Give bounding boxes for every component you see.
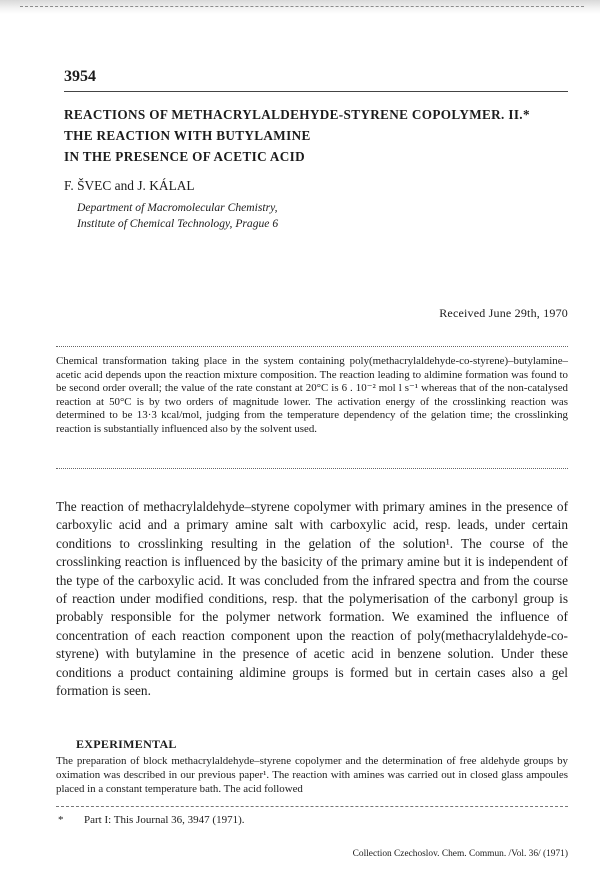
experimental-paragraph: The preparation of block methacrylaldehyde–styrene copolymer and the determination of free aldehyde groups by oximation was described in our previous paper¹. The reaction with amines was carried out in closed glass ampoules placed in a constant temperature bath. The acid followed <box>56 755 568 795</box>
abstract: Chemical transformation taking place in the system containing poly(methacrylaldehyde-co-styrene)–butylamine–acetic acid depends upon the reaction mixture composition. The reaction leading to aldimine formation was found to be second order overall; the value of the rate constant at 20°C is 6 . 10⁻² mol l s⁻¹ whereas that of the non-catalysed reaction at 50°C is by two orders of magnitude lower. The activation energy of the crosslinking reaction was determined to be 13·3 kcal/mol, judging from the temperature dependency of the gelation time; the crosslinking reaction is substantially influenced also by the solvent used. <box>56 355 568 435</box>
footnote-rule <box>56 806 568 807</box>
abstract-top-rule <box>56 346 568 347</box>
footnote-text: Part I: This Journal 36, 3947 (1971). <box>84 814 245 826</box>
journal-footer: Collection Czechoslov. Chem. Commun. /Vol. 36/ (1971) <box>352 849 568 859</box>
abstract-bottom-rule <box>56 468 568 469</box>
page-number: 3954 <box>64 68 96 85</box>
scan-edge <box>0 0 600 14</box>
header-rule <box>64 91 568 92</box>
body-paragraph: The reaction of methacrylaldehyde–styrene copolymer with primary amines in the presence of carboxylic acid and a primary amine salt with carboxylic acid, resp. leads, under certain conditions to crosslinking resulting in the gelation of the solution¹. The course of the crosslinking reaction is influenced by the basicity of the primary amine but it is independent of the type of the carboxylic acid. It was concluded from the infrared spectra and from the course of reaction under modified conditions, resp. that the polymerisation of the carbonyl group is probably responsible for the polymer network formation. We examined the influence of concentration of each reaction component upon the reaction of poly(methacrylaldehyde-co-styrene) with butylamine in the presence of acetic acid in benzene solution. Under these conditions a product containing aldimine groups is formed but in certain cases also a gel formation is seen. <box>56 499 568 699</box>
affiliation-line: Department of Macromolecular Chemistry, <box>77 201 278 214</box>
footnote-marker: * <box>58 814 64 826</box>
title-line: THE REACTION WITH BUTYLAMINE <box>64 128 311 143</box>
title-line: REACTIONS OF METHACRYLALDEHYDE-STYRENE COPOLYMER. II.* <box>64 107 530 122</box>
title-line: IN THE PRESENCE OF ACETIC ACID <box>64 149 305 164</box>
received-date: Received June 29th, 1970 <box>439 306 568 320</box>
authors: F. ŠVEC and J. KÁLAL <box>64 178 195 193</box>
article-title <box>64 104 568 167</box>
section-heading: EXPERIMENTAL <box>76 737 177 751</box>
affiliation <box>77 200 278 232</box>
footnote <box>58 814 245 826</box>
affiliation-line: Institute of Chemical Technology, Prague 6 <box>77 217 279 230</box>
